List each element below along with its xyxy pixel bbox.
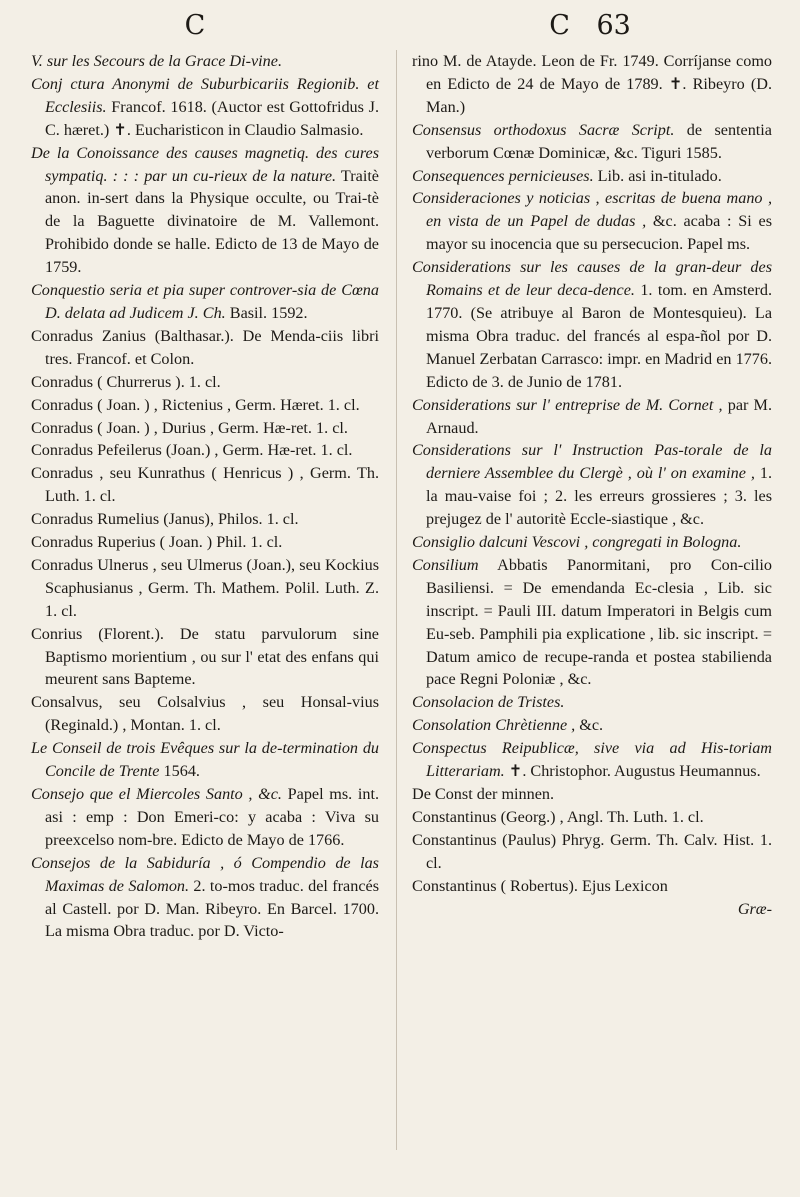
catalog-entry [412,714,772,737]
catalog-entry [412,875,772,898]
column-divider [396,50,397,1150]
entry-title: Consolation Chrètienne , [412,716,576,735]
catalog-entry [31,508,379,531]
entry-text: Conradus Rumelius (Janus), Philos. 1. cl. [31,510,299,529]
catchword: Græ- [737,899,772,918]
catalog-entry [31,783,379,852]
catalog-entry [412,256,772,393]
catalog-entry [31,279,379,325]
entry-text: Abbatis Panormitani, pro Con-cilio Basiliensi. = De emendanda Ec-clesia , Lib. sic inscript. = Pauli III. datum Imperatori in Belgis cum Eu-seb. Pamphili pia explicatione , lib. sic inscript. = Datum amico de recupe-randa et postea stabilienda pace Regni Poloniæ , &c. [426,555,772,689]
entry-text: Conradus Ulnerus , seu Ulmerus (Joan.), seu Kockius Scaphusianus , Germ. Th. Mathem. Polil. Luth. Z. 1. cl. [31,555,379,620]
catalog-entry [412,119,772,165]
entry-text: Conrius (Florent.). De statu parvulorum sine Baptismo morientium , ou sur l' etat des enfans qui meurent sans Bapteme. [31,624,379,689]
entry-title: Conquestio seria et pia super controver-sia de Cœna D. delata ad Judicem J. Ch. [31,281,379,322]
catalog-entry [31,50,379,73]
header-left-letter: C [184,10,206,41]
entry-text: Traitè anon. in-sert dans la Physique occulte, ou Trai-tè de la Baguette divinatoire de M. Vallemont. Prohibido donde se halle. Edicto de 13 de Mayo de 1759. [45,166,379,277]
entry-text: rino M. de Atayde. Leon de Fr. 1749. Corríjanse como en Edicto de 24 de Mayo de 1789. ✝. Ribeyro (D. Man.) [412,52,772,116]
entry-title: Consejos de la Sabiduría , ó Compendio de las Maximas de Salomon. [31,853,379,895]
catalog-entry [412,783,772,806]
catalog-entry [31,417,379,440]
entry-title: Considerations sur les causes de la gran-deur des Romains et de leur deca-dence. [412,258,772,300]
entry-text: Conradus Ruperius ( Joan. ) Phil. 1. cl. [31,533,283,552]
catalog-entry [31,142,379,279]
catalog-entry [412,531,772,554]
entry-title: Consensus orthodoxus Sacræ Script. [412,120,675,139]
entry-text: Conradus , seu Kunrathus ( Henricus ) , Germ. Th. Luth. 1. cl. [31,464,379,506]
catalog-entry [31,371,379,394]
entry-title: De la Conoissance des causes magnetiq. des cures sympatiq. : : : par un cu-rieux de la nature. [31,143,379,185]
catalog-entry [412,737,772,783]
entry-title: Considerations sur l' Instruction Pas-torale de la derniere Assemblee du Clergè , où l' on examine , [412,441,772,483]
entry-text: De Const der minnen. [412,785,555,803]
entry-text: Constantinus (Georg.) , Angl. Th. Luth. 1. cl. [412,807,704,826]
catalog-entry [31,462,379,508]
page-number: 63 [596,10,631,41]
entry-title: Considerations sur l' entreprise de M. Cornet , [412,395,723,414]
entry-text: par M. Arnaud. [426,395,772,437]
entry-title: Consequences pernicieuses. [412,166,594,185]
entry-title: Consiglio dalcuni Vescovi , congregati in Bologna. [412,533,742,552]
entry-text: Consalvus, seu Colsalvius , seu Honsal-vius (Reginald.) , Montan. 1. cl. [31,693,379,735]
catalog-entry [31,531,379,554]
catalog-entry [31,325,379,371]
entry-text: 2. to-mos traduc. del francés al Castell. por D. Man. Ribeyro. En Barcel. 1700. La misma Obra traduc. por D. Victo- [45,876,379,941]
catalog-entry [412,691,772,714]
catalog-entry [412,50,772,119]
right-column [412,50,772,920]
header-right-letter: C [549,10,570,41]
catalog-entry [412,187,772,256]
entry-text: 1. la mau-vaise foi ; 2. les erreurs grossieres ; 3. les prejugez de l' autoritè Eccle-siastique , &c. [426,464,772,529]
catalog-entry [412,554,772,691]
entry-title: Consilium [412,555,479,574]
entry-text: Conradus Pefeilerus (Joan.) , Germ. Hæ-ret. 1. cl. [31,441,353,460]
entry-title: Conj ctura Anonymi de Suburbicariis Regionib. et Ecclesiis. [31,74,379,116]
entry-text: Papel ms. int. asi : emp : Don Emeri-co: y acaba : Viva su preexcelso nom-bre. Edicto de Mayo de 1766. [45,785,379,849]
entry-text: Basil. 1592. [225,303,308,322]
entry-text: 1. tom. en Amsterd. 1770. (Se atribuye al Baron de Montesquieu). La misma Obra traduc. del francés al espa-ñol por D. Manuel Zerbatan Carrasco: impr. en Madrid en 1776. Edicto de 3. de Junio de 1781. [426,281,772,391]
entry-title: Conspectus Reipublicæ, sive via ad His-toriam Litterariam. [412,739,772,781]
header-right [410,6,770,46]
catalog-entry [31,623,379,692]
entry-title: Consolacion de Tristes. [412,693,565,712]
catalog-entry [412,806,772,829]
entry-text: de sententia verborum Cœnæ Dominicæ, &c. Tiguri 1585. [426,120,772,162]
catalog-entry [31,439,379,462]
entry-text: &c. [575,716,604,735]
entry-title: V. sur les Secours de la Grace Di-vine. [31,52,283,70]
catalog-entry [31,73,379,142]
catalog-entry [412,394,772,440]
left-column [31,50,379,943]
entry-text: 1564. [159,762,200,781]
catalog-entry [31,691,379,737]
catalog-entry [31,554,379,623]
entry-text: Conradus ( Joan. ) , Rictenius , Germ. Hæret. 1. cl. [31,395,360,414]
entry-text: Conradus Zanius (Balthasar.). De Menda-ciis libri tres. Francof. et Colon. [31,326,379,368]
catalog-entry [412,439,772,531]
entry-text: Lib. asi in-titulado. [593,166,722,185]
catalog-entry [412,165,772,188]
entry-text: Constantinus ( Robertus). Ejus Lexicon [412,876,668,895]
entry-text: ✝. Christophor. Augustus Heumannus. [504,762,761,781]
catalog-entry [31,394,379,417]
entry-text: Francof. 1618. (Auctor est Gottofridus J. C. hæret.) ✝. Eucharisticon in Claudio Salmasio. [45,97,379,139]
entry-text: Conradus ( Churrerus ). 1. cl. [31,372,221,391]
entry-text: Conradus ( Joan. ) , Durius , Germ. Hæ-ret. 1. cl. [31,418,348,437]
entry-text: Constantinus (Paulus) Phryg. Germ. Th. Calv. Hist. 1. cl. [412,830,772,872]
catalog-entry [412,829,772,875]
catalog-entry [31,852,379,944]
entry-title: Consejo que el Miercoles Santo , &c. [31,785,282,803]
catalog-entry [31,737,379,783]
entry-text: &c. acaba : Si es mayor su inocencia que su persecucion. Papel ms. [426,212,772,254]
entry-title: Le Conseil de trois Evêques sur la de-termination du Concile de Trente [31,739,379,781]
entry-title: Consideraciones y noticias , escritas de buena mano , en vista de un Papel de dudas , [412,189,772,231]
